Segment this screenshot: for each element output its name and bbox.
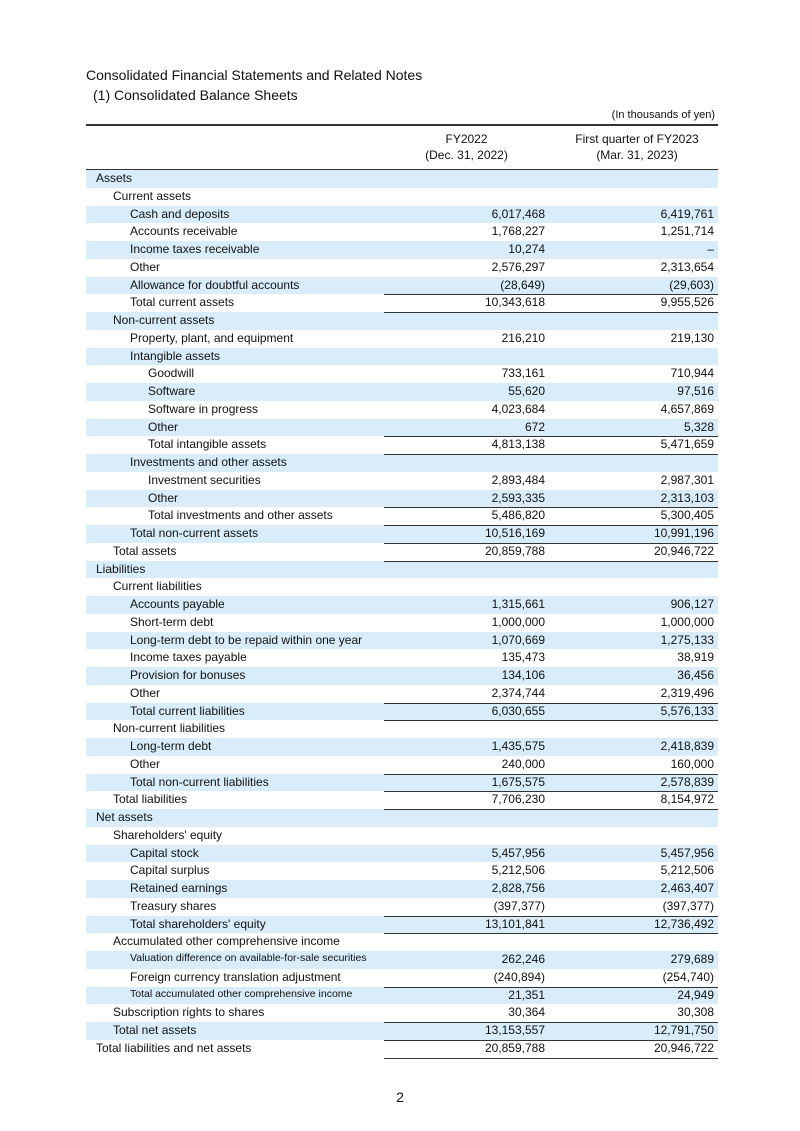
value-fy2022: 1,000,000 [491,614,545,629]
value-fy2022: 1,675,575 [491,774,545,789]
header-top-rule [86,124,718,126]
table-row [86,862,718,880]
table-row [86,188,718,206]
row-label: Intangible assets [130,348,221,363]
row-label: Income taxes payable [130,650,247,665]
table-row [86,294,718,312]
row-label: Assets [96,171,133,185]
value-q1-fy2023: 20,946,722 [653,543,714,558]
value-fy2022: 672 [524,419,545,434]
row-label: Provision for bonuses [130,668,246,682]
value-fy2022: 4,023,684 [491,401,545,416]
table-row [86,667,718,685]
table-row [86,916,718,934]
value-fy2022: 5,486,820 [491,508,545,523]
value-q1-fy2023: (254,740) [662,969,714,984]
value-q1-fy2023: – [707,242,714,256]
row-label: Treasury shares [130,898,217,913]
value-fy2022: 262,246 [501,952,545,966]
table-row [86,365,718,383]
row-label: Total non-current liabilities [130,774,269,789]
value-fy2022: 7,706,230 [491,792,545,807]
value-q1-fy2023: 1,275,133 [660,632,714,647]
value-q1-fy2023: 6,419,761 [660,206,714,221]
table-row [86,312,718,330]
table-row [86,436,718,454]
row-label: Other [130,259,161,274]
subtotal-rule [384,312,718,313]
value-q1-fy2023: 2,313,654 [660,259,714,274]
row-label: Total current liabilities [130,703,245,718]
table-row [86,507,718,525]
value-q1-fy2023: 5,576,133 [660,703,714,718]
value-fy2022: 134,106 [501,668,545,682]
row-label: Capital stock [130,845,199,860]
value-q1-fy2023: 2,463,407 [660,881,714,895]
subtotal-rule [384,561,718,562]
value-q1-fy2023: 97,516 [677,384,714,398]
table-row [86,614,718,632]
row-label: Foreign currency translation adjustment [130,969,341,984]
row-label: Short-term debt [130,614,214,629]
value-q1-fy2023: 2,313,103 [660,490,714,505]
value-fy2022: 2,828,756 [491,881,545,895]
value-fy2022: 20,859,788 [484,543,545,558]
value-fy2022: 6,030,655 [491,703,545,718]
table-end [86,1058,718,1060]
value-q1-fy2023: 12,791,750 [653,1023,714,1037]
table-row [86,774,718,792]
table-row [86,277,718,295]
value-q1-fy2023: 36,456 [677,668,714,682]
table-row [86,348,718,366]
value-fy2022: 4,813,138 [491,437,545,452]
table-row [86,756,718,774]
row-label: Total assets [113,543,177,558]
value-q1-fy2023: 12,736,492 [653,916,714,931]
table-row [86,383,718,401]
value-fy2022: 21,351 [508,987,545,1002]
value-fy2022: 1,315,661 [491,597,545,611]
value-q1-fy2023: 5,212,506 [660,863,714,878]
value-q1-fy2023: 279,689 [670,952,714,966]
value-fy2022: 216,210 [501,330,545,345]
table-row [86,685,718,703]
value-fy2022: 13,101,841 [484,916,545,931]
value-fy2022: 2,576,297 [491,259,545,274]
table-row [86,880,718,898]
value-fy2022: 13,153,557 [484,1023,545,1037]
value-q1-fy2023: (397,377) [662,898,714,913]
value-fy2022: 1,768,227 [491,224,545,239]
row-label: Software in progress [148,401,259,416]
page-number: 2 [396,1089,404,1105]
row-label: Income taxes receivable [130,242,260,256]
table-row [86,578,718,596]
row-label: Other [130,756,161,771]
table-row [86,561,718,579]
table-row [86,1040,718,1058]
column-header-date: (Mar. 31, 2023) [596,148,678,162]
row-label: Cash and deposits [130,206,230,221]
subtotal-rule [384,987,718,988]
value-q1-fy2023: 219,130 [670,330,714,345]
table-row [86,419,718,437]
row-label: Investments and other assets [130,455,287,469]
value-q1-fy2023: 710,944 [670,366,714,381]
row-label: Accumulated other comprehensive income [113,934,340,949]
row-label: Goodwill [148,366,195,381]
table-row [86,330,718,348]
table-row [86,241,718,259]
row-label: Non-current liabilities [113,721,226,736]
subtotal-rule [384,454,718,455]
value-q1-fy2023: 30,308 [677,1005,714,1020]
value-q1-fy2023: 160,000 [670,756,714,771]
column-header-fy2022 [384,131,549,163]
value-fy2022: 5,212,506 [491,863,545,878]
row-shading [86,809,718,827]
row-shading [86,561,718,579]
value-q1-fy2023: 2,987,301 [660,472,714,487]
column-header-date: (Dec. 31, 2022) [425,148,508,162]
table-row [86,525,718,543]
row-label: Total liabilities and net assets [96,1040,252,1055]
table-row [86,649,718,667]
table-row [86,1004,718,1022]
row-label: Retained earnings [130,881,228,895]
row-shading [86,170,718,188]
table-row [86,720,718,738]
value-q1-fy2023: 5,471,659 [660,437,714,452]
column-header-title: First quarter of FY2023 [575,132,699,146]
value-fy2022: 10,343,618 [484,295,545,310]
table-row [86,223,718,241]
table-bottom-rule [384,1058,718,1059]
row-label: Total net assets [113,1023,197,1037]
row-label: Total intangible assets [148,437,267,452]
table-row [86,933,718,951]
value-q1-fy2023: 5,300,405 [660,508,714,523]
table-row [86,738,718,756]
value-fy2022: 240,000 [501,756,545,771]
table-row [86,845,718,863]
value-q1-fy2023: 2,418,839 [660,739,714,753]
value-fy2022: 5,457,956 [491,845,545,860]
value-fy2022: 2,893,484 [491,472,545,487]
row-label: Other [130,685,161,700]
table-row [86,969,718,987]
row-label: Current liabilities [113,579,202,594]
table-row [86,259,718,277]
table-row [86,543,718,561]
table-row [86,454,718,472]
value-fy2022: (240,894) [493,969,545,984]
row-label: Investment securities [148,472,261,487]
section-title: (1) Consolidated Balance Sheets [93,87,298,103]
table-row [86,809,718,827]
table-row [86,170,718,188]
row-label: Total non-current assets [130,526,259,540]
row-label: Long-term debt to be repaid within one year [130,632,363,647]
value-fy2022: 2,593,335 [491,490,545,505]
row-label: Total current assets [130,295,235,310]
value-fy2022: 55,620 [508,384,545,398]
value-q1-fy2023: 1,251,714 [660,224,714,239]
table-row [86,1022,718,1040]
value-fy2022: 10,516,169 [484,526,545,540]
row-shading [86,490,718,508]
table-row [86,987,718,1005]
value-fy2022: 1,435,575 [491,739,545,753]
value-q1-fy2023: 4,657,869 [660,401,714,416]
row-label: Total investments and other assets [148,508,333,523]
row-label: Liabilities [96,561,146,576]
value-fy2022: (28,649) [500,277,545,292]
value-q1-fy2023: 10,991,196 [653,526,714,540]
table-row [86,596,718,614]
column-header-title: FY2022 [445,132,488,146]
value-fy2022: 10,274 [508,242,545,256]
row-label: Total shareholders' equity [130,916,266,931]
row-label: Other [148,490,179,505]
value-q1-fy2023: (29,603) [669,277,714,292]
table-row [86,898,718,916]
value-q1-fy2023: 38,919 [677,650,714,665]
document-title: Consolidated Financial Statements and Related Notes [86,67,423,83]
value-q1-fy2023: 8,154,972 [660,792,714,807]
balance-sheet-table [86,170,718,1060]
subtotal-rule [384,720,718,721]
table-row [86,472,718,490]
value-fy2022: 135,473 [501,650,545,665]
row-label: Subscription rights to shares [113,1005,265,1020]
row-label: Software [148,384,196,398]
row-label: Total liabilities [113,792,188,807]
row-label: Property, plant, and equipment [130,330,294,345]
table-row [86,791,718,809]
row-label: Valuation difference on available-for-sale securities [130,952,367,964]
row-label: Long-term debt [130,739,212,753]
row-label: Shareholders' equity [113,827,223,842]
row-label: Other [148,419,179,434]
value-q1-fy2023: 906,127 [670,597,714,611]
table-row [86,401,718,419]
value-q1-fy2023: 9,955,526 [660,295,714,310]
value-q1-fy2023: 5,457,956 [660,845,714,860]
row-label: Current assets [113,188,192,203]
value-fy2022: 1,070,669 [491,632,545,647]
row-shading [86,419,718,437]
value-fy2022: 30,364 [508,1005,545,1020]
subtotal-rule [384,933,718,934]
subtotal-rule [384,809,718,810]
value-q1-fy2023: 1,000,000 [660,614,714,629]
row-label: Accounts payable [130,597,225,611]
value-fy2022: 2,374,744 [491,685,545,700]
table-row [86,703,718,721]
row-label: Allowance for doubtful accounts [130,277,300,292]
row-label: Capital surplus [130,863,210,878]
row-label: Non-current assets [113,313,215,327]
row-label: Total accumulated other comprehensive income [130,987,353,1000]
unit-note: (In thousands of yen) [611,109,715,121]
value-q1-fy2023: 5,328 [683,419,714,434]
value-q1-fy2023: 24,949 [677,987,714,1002]
column-header-q1-fy2023 [556,131,718,163]
value-q1-fy2023: 2,319,496 [660,685,714,700]
table-row [86,951,718,969]
table-row [86,632,718,650]
table-row [86,490,718,508]
value-fy2022: 6,017,468 [491,206,545,221]
table-row [86,827,718,845]
row-label: Accounts receivable [130,224,238,239]
value-q1-fy2023: 20,946,722 [653,1040,714,1055]
row-label: Net assets [96,810,153,824]
value-fy2022: 733,161 [501,366,545,381]
value-fy2022: (397,377) [493,898,545,913]
value-q1-fy2023: 2,578,839 [660,774,714,789]
table-row [86,206,718,224]
value-fy2022: 20,859,788 [484,1040,545,1055]
